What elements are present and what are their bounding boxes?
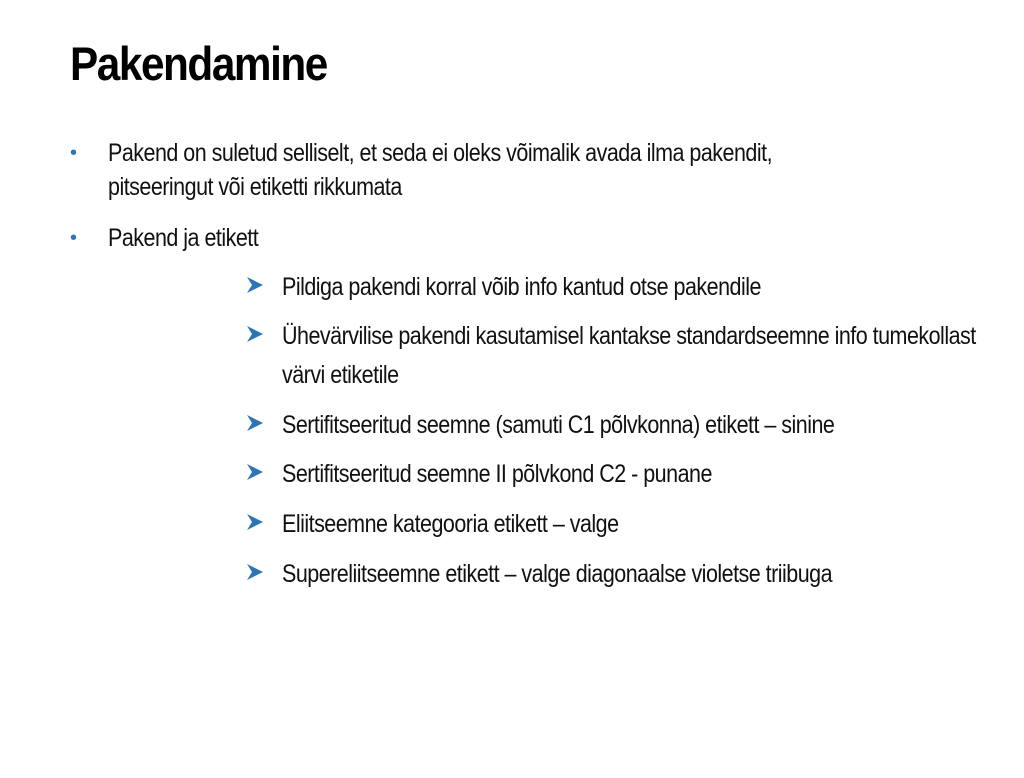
arrowhead-bullet-icon <box>246 563 264 581</box>
bullet-text: Pakend on suletud selliselt, et seda ei oleks võimalik avada ilma pakendit, pitseeringut või etiketti rikkumata <box>108 139 773 201</box>
slide-title: Pakendamine <box>70 37 327 90</box>
sub-bullet-text: Eliitseemne kategooria etikett – valge <box>282 510 619 538</box>
sub-bullet-text: Sertifitseeritud seemne (samuti C1 põlvkonna) etikett – sinine <box>282 411 835 439</box>
sub-bullet-text: Supereliitseemne etikett – valge diagonaalse violetse triibuga <box>282 560 833 588</box>
bullet-text: Pakend ja etikett <box>108 224 259 252</box>
arrowhead-bullet-icon <box>246 276 264 294</box>
sub-bullet-text: Pildiga pakendi korral võib info kantud otse pakendile <box>282 273 761 301</box>
arrowhead-bullet-icon <box>246 513 264 531</box>
bullet-dot-icon: • <box>70 227 78 249</box>
arrowhead-bullet-icon <box>246 414 264 432</box>
bullet-dot-icon: • <box>70 142 78 164</box>
arrowhead-bullet-icon <box>246 463 264 481</box>
sub-bullet-text: Sertifitseeritud seemne II põlvkond C2 - punane <box>282 460 712 488</box>
arrowhead-bullet-icon <box>246 325 264 343</box>
sub-bullet-text: Ühevärvilise pakendi kasutamisel kantakse standardseemne info tumekollast värvi etiketile <box>282 322 976 389</box>
